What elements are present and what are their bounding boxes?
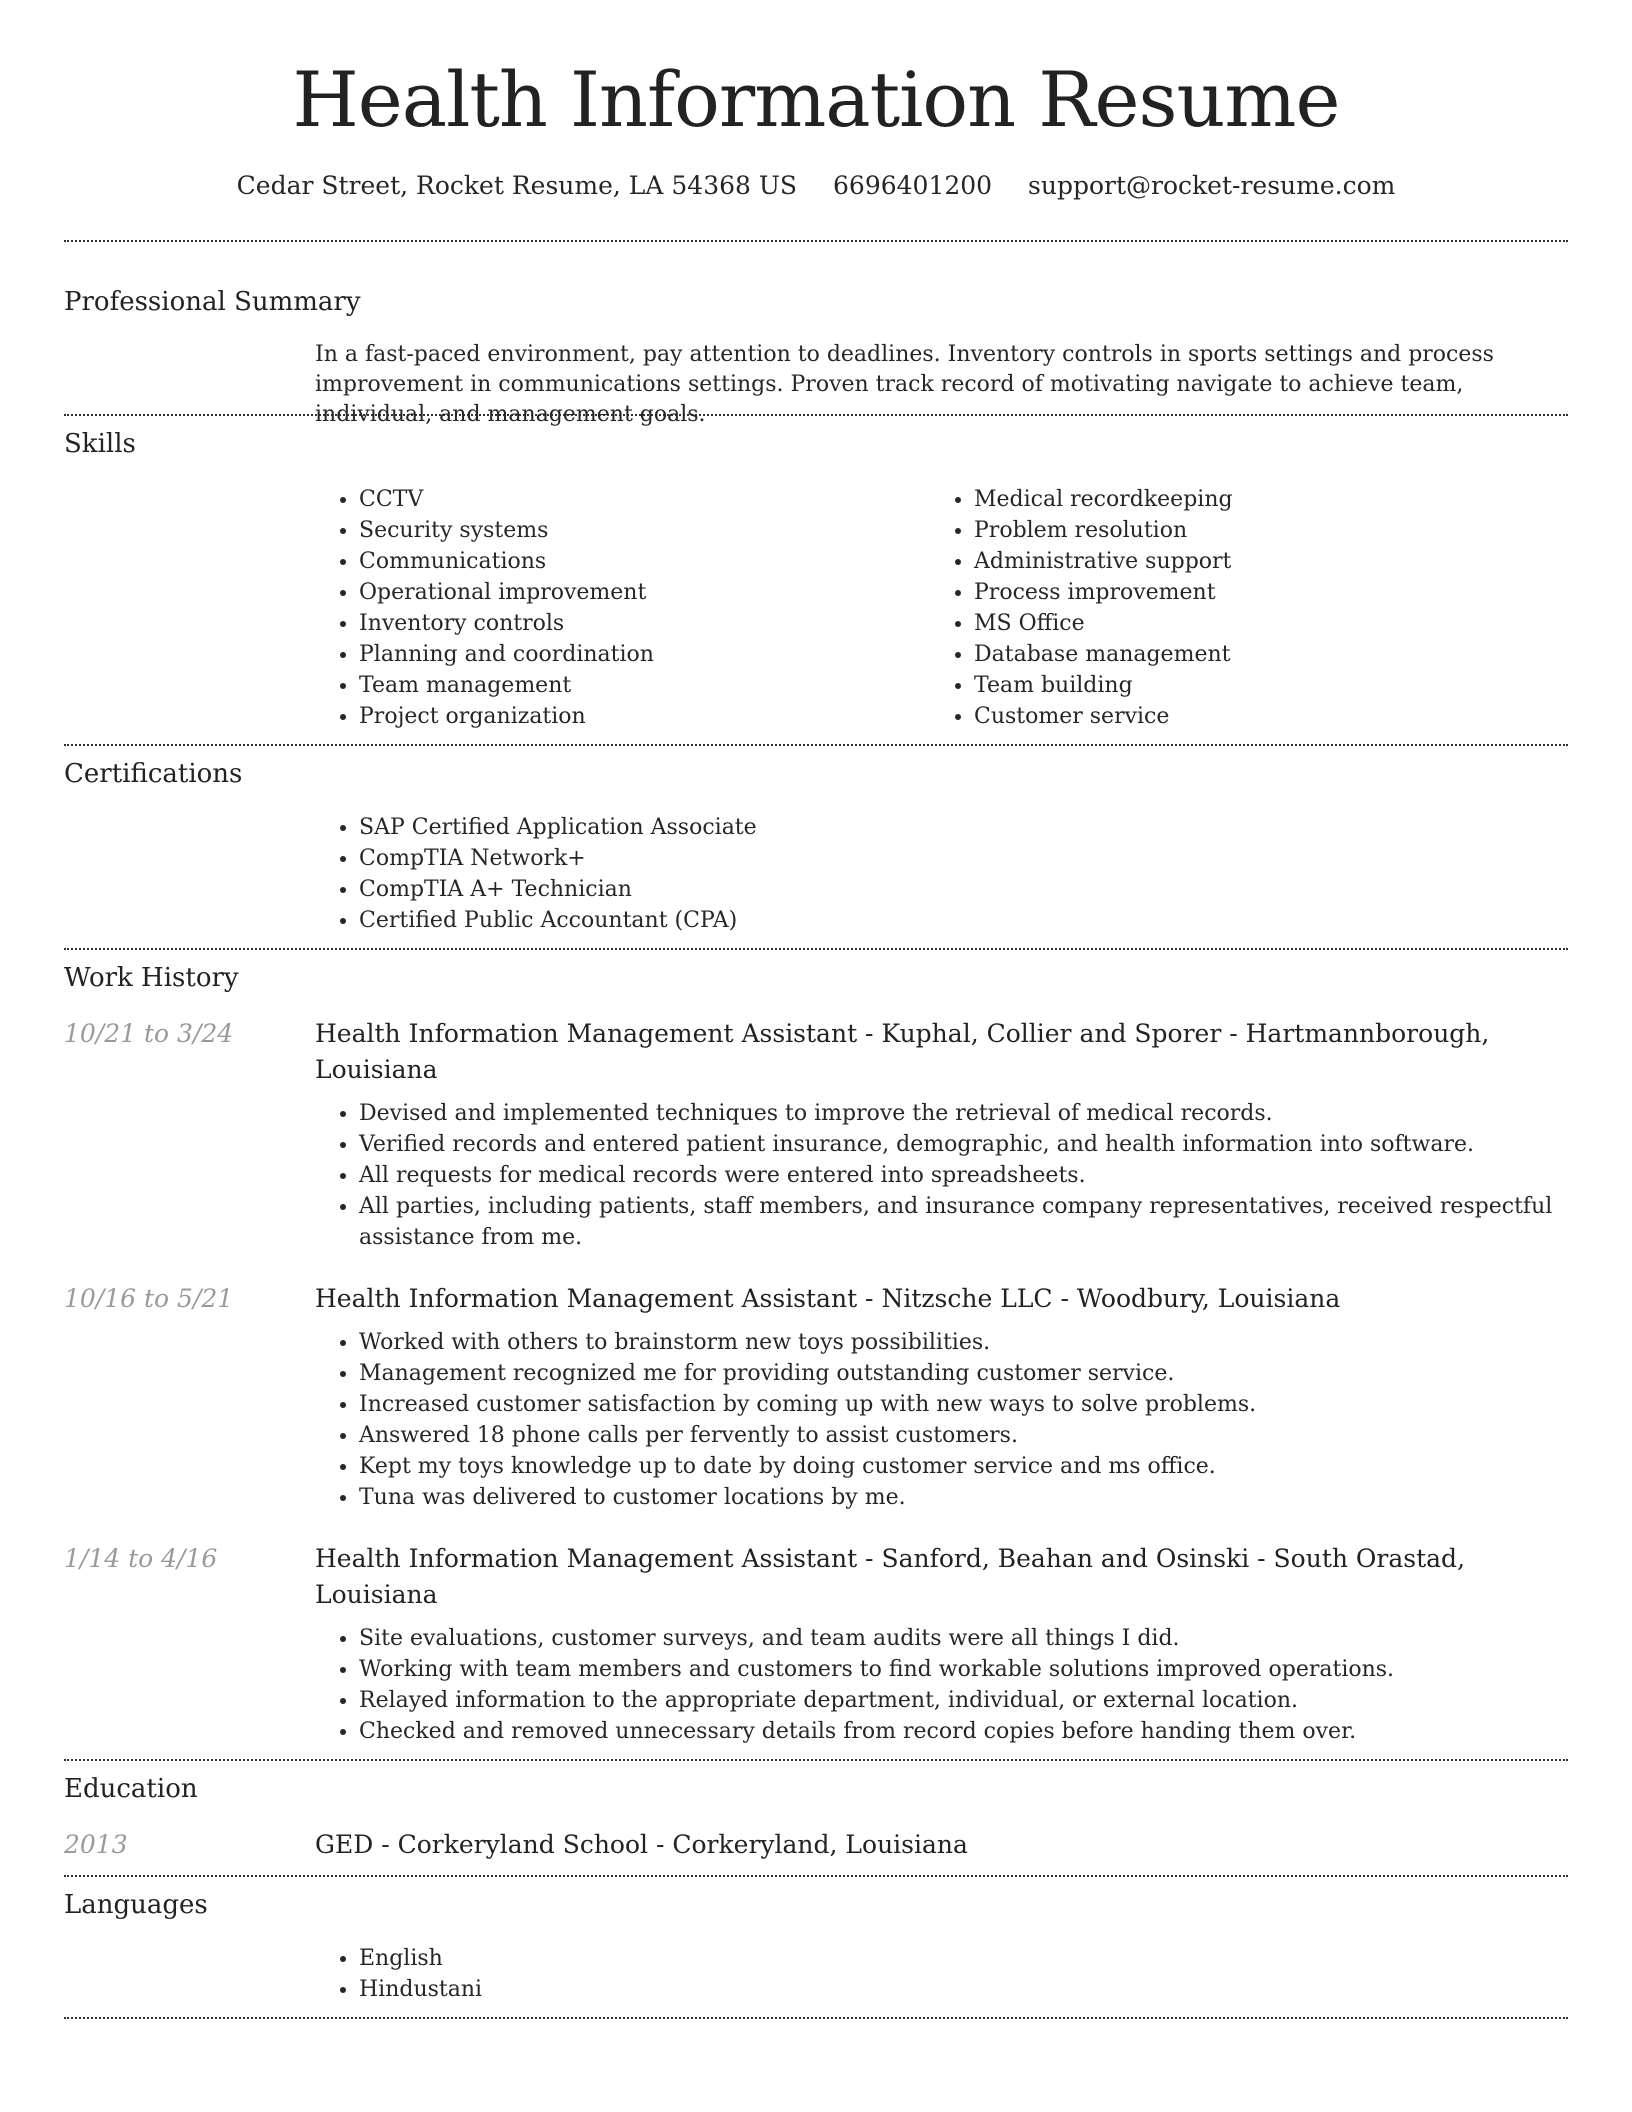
divider	[64, 1875, 1568, 1877]
job-bullet: • Kept my toys knowledge up to date by doing customer service and ms office.	[359, 1451, 1568, 1482]
skill-item: • Project organization	[359, 701, 930, 732]
job-bullet: • Management recognized me for providing outstanding customer service.	[359, 1358, 1568, 1389]
divider	[64, 744, 1568, 746]
job-bullet: • All parties, including patients, staff members, and insurance company representatives, received respectful assistance from me.	[359, 1191, 1568, 1253]
section-title-certifications: Certifications	[64, 759, 243, 789]
job-bullet: • Verified records and entered patient insurance, demographic, and health information into software.	[359, 1129, 1568, 1160]
skill-item: • Communications	[359, 546, 930, 577]
contact-address: Cedar Street, Rocket Resume, LA 54368 US	[236, 171, 798, 200]
skill-item: • Planning and coordination	[359, 639, 930, 670]
section-title-work-history: Work History	[64, 963, 239, 993]
skills-list	[315, 484, 1568, 732]
job-bullet: • Worked with others to brainstorm new toys possibilities.	[359, 1327, 1568, 1358]
skill-item: • Administrative support	[974, 546, 1545, 577]
job-title: Health Information Management Assistant - Sanford, Beahan and Osinski - South Orastad, Louisiana	[315, 1544, 1466, 1609]
skill-item: • Operational improvement	[359, 577, 930, 608]
education-year: 2013	[64, 1830, 128, 1859]
education-entry	[64, 1827, 1568, 1863]
job-title: Health Information Management Assistant - Nitzsche LLC - Woodbury, Louisiana	[315, 1284, 1341, 1313]
languages-section	[64, 1887, 1568, 2005]
job-bullet: • Relayed information to the appropriate department, individual, or external location.	[359, 1685, 1568, 1716]
divider	[64, 414, 1568, 416]
contact-line	[64, 168, 1568, 204]
language-item: • Hindustani	[359, 1974, 1568, 2005]
job-dates: 1/14 to 4/16	[64, 1544, 218, 1573]
summary-section	[64, 284, 1568, 427]
certifications-list	[315, 812, 1568, 936]
skills-column-left	[315, 484, 930, 732]
job-bullets	[315, 1327, 1568, 1513]
contact-phone: 6696401200	[833, 171, 993, 200]
skill-item: • Customer service	[974, 701, 1545, 732]
job-bullet: • Site evaluations, customer surveys, and team audits were all things I did.	[359, 1623, 1568, 1654]
certification-item: • CompTIA A+ Technician	[359, 874, 1568, 905]
section-title-education: Education	[64, 1774, 198, 1804]
resume-name: Health Information Resume	[292, 55, 1340, 144]
skills-column-right	[930, 484, 1545, 732]
skill-item: • Medical recordkeeping	[974, 484, 1545, 515]
job-bullet: • Working with team members and customers to find workable solutions improved operations.	[359, 1654, 1568, 1685]
job-bullet: • Answered 18 phone calls per fervently to assist customers.	[359, 1420, 1568, 1451]
job-entry	[64, 1016, 1568, 1253]
resume-page	[64, 0, 1568, 2019]
education-section	[64, 1771, 1568, 1863]
job-bullets	[315, 1098, 1568, 1253]
education-degree: GED - Corkeryland School - Corkeryland, Louisiana	[315, 1830, 968, 1859]
job-entry	[64, 1541, 1568, 1747]
summary-text: In a fast-paced environment, pay attention to deadlines. Inventory controls in sports settings and process improvement in communications settings. Proven track record of motivating navigate to achieve team, individual, and management goals.	[315, 342, 1494, 427]
job-dates: 10/16 to 5/21	[64, 1284, 234, 1313]
language-item: • English	[359, 1943, 1568, 1974]
job-bullet: • Checked and removed unnecessary details from record copies before handing them over.	[359, 1716, 1568, 1747]
certification-item: • SAP Certified Application Associate	[359, 812, 1568, 843]
languages-list	[315, 1943, 1568, 2005]
contact-email: support@rocket-resume.com	[1028, 171, 1396, 200]
skill-item: • Team management	[359, 670, 930, 701]
skill-item: • MS Office	[974, 608, 1545, 639]
section-title-summary: Professional Summary	[64, 287, 361, 317]
divider	[64, 240, 1568, 242]
skill-item: • Team building	[974, 670, 1545, 701]
job-entry	[64, 1281, 1568, 1513]
skill-item: • Process improvement	[974, 577, 1545, 608]
job-bullet: • Devised and implemented techniques to improve the retrieval of medical records.	[359, 1098, 1568, 1129]
skill-item: • CCTV	[359, 484, 930, 515]
job-header	[64, 1016, 1568, 1088]
skill-item: • Problem resolution	[974, 515, 1545, 546]
skills-section	[64, 426, 1568, 732]
section-title-skills: Skills	[64, 429, 136, 459]
skill-item: • Security systems	[359, 515, 930, 546]
job-dates: 10/21 to 3/24	[64, 1019, 234, 1048]
work-history-section	[64, 960, 1568, 1747]
job-bullets	[315, 1623, 1568, 1747]
divider	[64, 1759, 1568, 1761]
skill-item: • Inventory controls	[359, 608, 930, 639]
certifications-section	[64, 756, 1568, 936]
section-title-languages: Languages	[64, 1890, 208, 1920]
certification-item: • CompTIA Network+	[359, 843, 1568, 874]
divider	[64, 948, 1568, 950]
job-header	[64, 1281, 1568, 1317]
job-header	[64, 1541, 1568, 1613]
certification-item: • Certified Public Accountant (CPA)	[359, 905, 1568, 936]
job-bullet: • Tuna was delivered to customer locations by me.	[359, 1482, 1568, 1513]
job-bullet: • All requests for medical records were entered into spreadsheets.	[359, 1160, 1568, 1191]
skill-item: • Database management	[974, 639, 1545, 670]
divider	[64, 2017, 1568, 2019]
job-bullet: • Increased customer satisfaction by coming up with new ways to solve problems.	[359, 1389, 1568, 1420]
job-title: Health Information Management Assistant - Kuphal, Collier and Sporer - Hartmannborough, Louisiana	[315, 1019, 1490, 1084]
